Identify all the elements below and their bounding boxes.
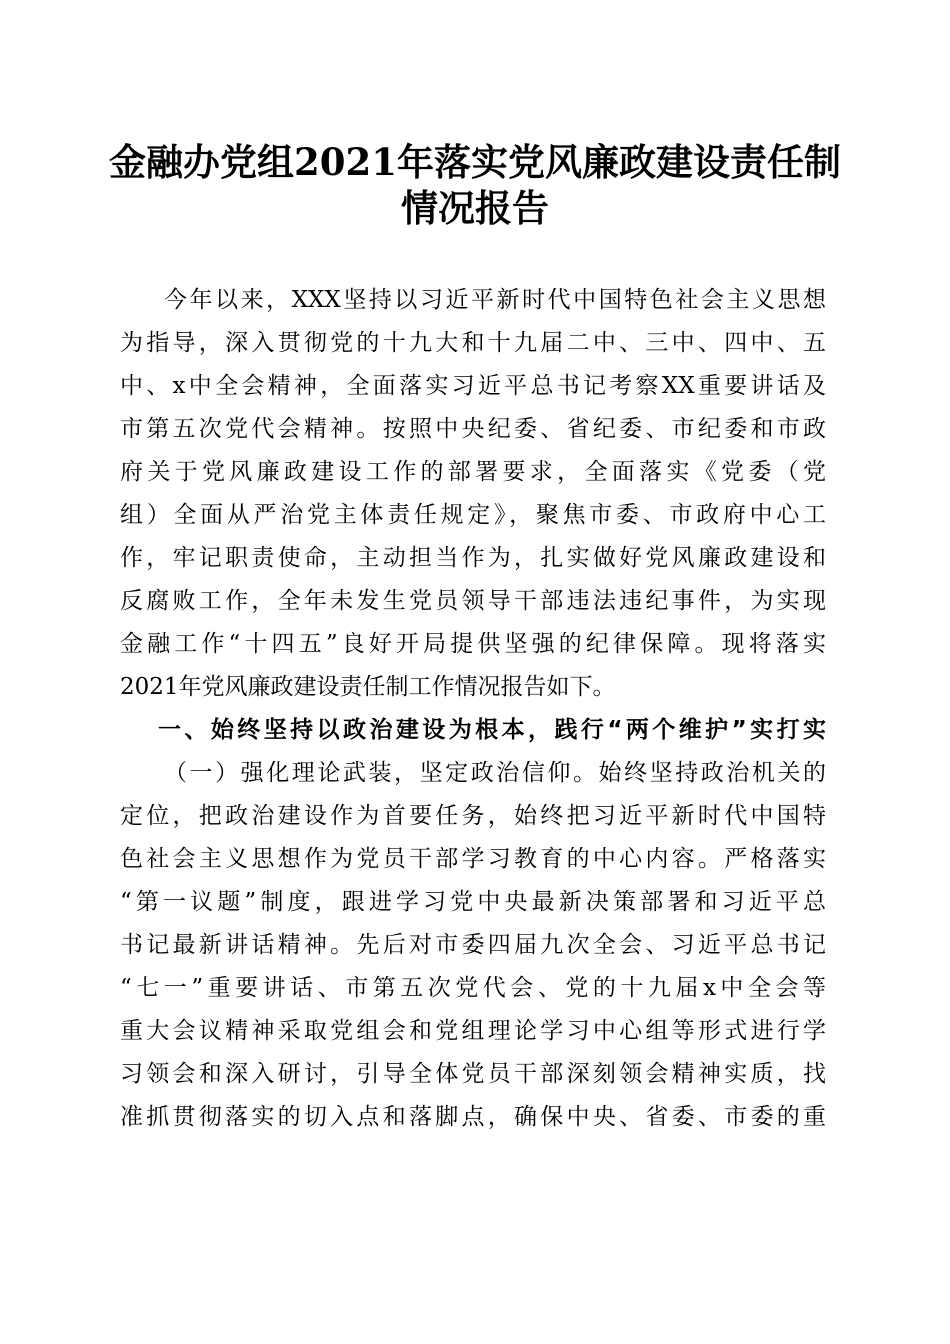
paragraph-line: 定位，把政治建设作为首要任务，始终把习近平新时代中国特 bbox=[120, 803, 826, 829]
paragraph-line: 色社会主义思想作为党员干部学习教育的中心内容。严格落实 bbox=[120, 846, 826, 872]
paragraph-line: 2021年党风廉政建设责任制工作情况报告如下。 bbox=[120, 674, 616, 700]
paragraph-line: 准抓贯彻落实的切入点和落脚点，确保中央、省委、市委的重 bbox=[120, 1104, 826, 1130]
paragraph-line: “第一议题”制度，跟进学习党中央最新决策部署和习近平总 bbox=[120, 889, 826, 915]
paragraph-line: 市第五次党代会精神。按照中央纪委、省纪委、市纪委和市政 bbox=[120, 416, 826, 442]
paragraph-line: 中、x中全会精神，全面落实习近平总书记考察XX重要讲话及 bbox=[120, 373, 826, 399]
paragraph-line: 书记最新讲话精神。先后对市委四届九次全会、习近平总书记 bbox=[120, 932, 826, 958]
paragraph-line: 为指导，深入贯彻党的十九大和十九届二中、三中、四中、五 bbox=[120, 330, 826, 356]
paragraph-line: 习领会和深入研讨，引导全体党员干部深刻领会精神实质，找 bbox=[120, 1061, 826, 1087]
paragraph-line: （一）强化理论武装，坚定政治信仰。始终坚持政治机关的 bbox=[164, 760, 826, 786]
paragraph-line: 作，牢记职责使命，主动担当作为，扎实做好党风廉政建设和 bbox=[120, 545, 826, 571]
document-title-line-1: 金融办党组2021年落实党风廉政建设责任制 bbox=[109, 140, 841, 184]
section-heading: 一、始终坚持以政治建设为根本，践行“两个维护”实打实 bbox=[158, 717, 826, 743]
paragraph-line: 今年以来，XXX坚持以习近平新时代中国特色社会主义思想 bbox=[164, 287, 826, 313]
document-title-line-2: 情况报告 bbox=[401, 186, 549, 230]
paragraph-line: “七一”重要讲话、市第五次党代会、党的十九届x中全会等 bbox=[120, 975, 826, 1001]
paragraph-line: 金融工作“十四五”良好开局提供坚强的纪律保障。现将落实 bbox=[120, 631, 826, 657]
paragraph-line: 重大会议精神采取党组会和党组理论学习中心组等形式进行学 bbox=[120, 1018, 826, 1044]
paragraph-line: 组）全面从严治党主体责任规定》，聚焦市委、市政府中心工 bbox=[120, 502, 826, 528]
paragraph-line: 反腐败工作，全年未发生党员领导干部违法违纪事件，为实现 bbox=[120, 588, 826, 614]
paragraph-line: 府关于党风廉政建设工作的部署要求，全面落实《党委（党 bbox=[120, 459, 826, 485]
